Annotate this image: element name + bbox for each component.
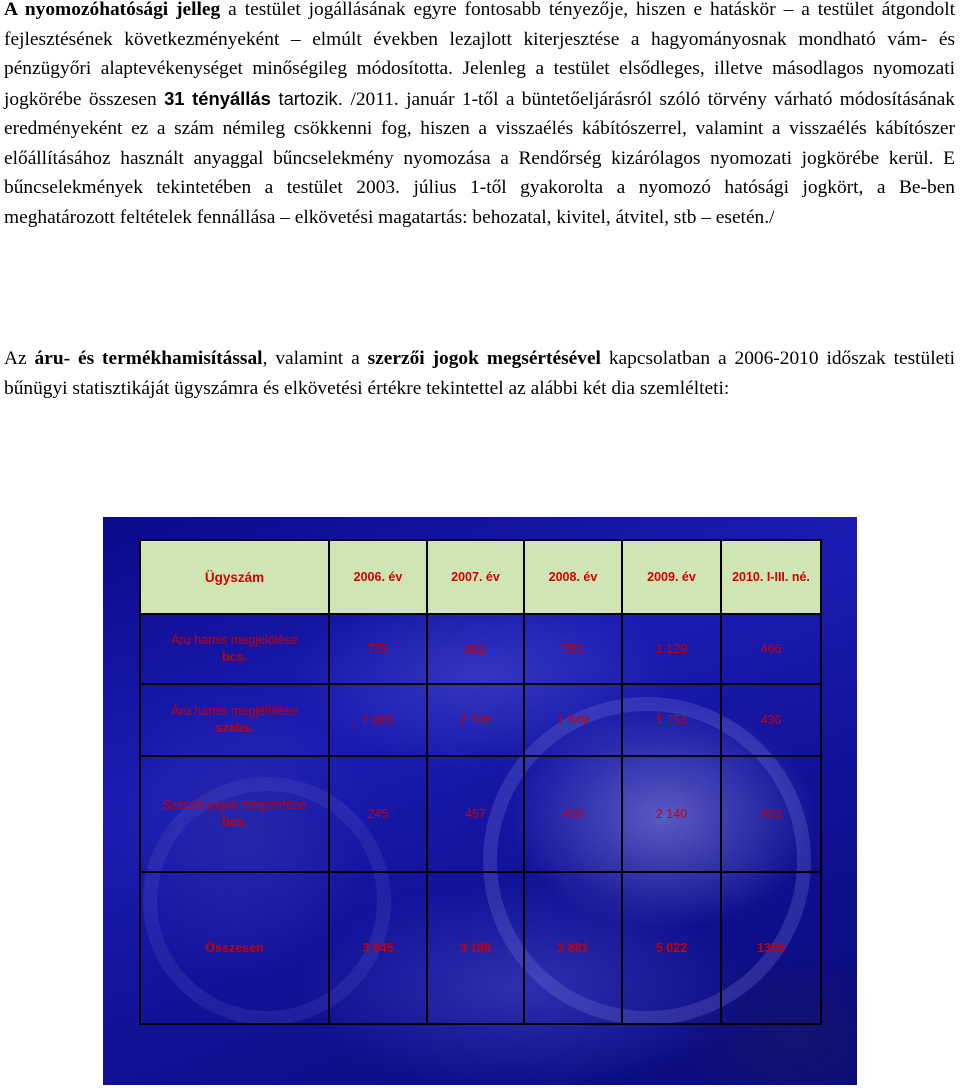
table-header-row (140, 540, 821, 614)
row-label: Szerzői jogok megsértése (162, 798, 307, 812)
intro-paragraph (4, 0, 955, 232)
table-row (140, 684, 821, 756)
row-unit: szabs. (215, 721, 254, 735)
table-total-row (140, 872, 821, 1024)
paragraph-text: Az (4, 348, 35, 369)
paragraph-text: , valamint a (262, 348, 368, 369)
value-cell: 453 (721, 756, 821, 872)
highlight-count: 31 tényállás (164, 87, 271, 109)
value-cell: 401 (427, 614, 524, 684)
table-row (140, 614, 821, 684)
row-label-cell (140, 614, 329, 684)
value-cell: 2 140 (622, 756, 721, 872)
value-cell: 582 (524, 614, 622, 684)
highlight-term: áru- és termékhamisítással (34, 348, 263, 369)
value-cell: 450 (524, 756, 622, 872)
paragraph-text: a testület jogállásának egyre fontosabb tényezője, hiszen e hatáskör – a testület átgondolt fejlesztésének következményeként – elmúlt években lezajlott kiterjesztése a hagyományosnak mondható vám- és pénzügyőri alaptevékenységet minőségileg módosította. Jelenleg a testület elsődleges, illetve másodlagos nyomozati jogkörébe összesen (4, 0, 955, 110)
value-cell: 245 (329, 756, 427, 872)
statistics-table (139, 539, 822, 1025)
statistics-slide (103, 517, 857, 1085)
stats-paragraph (4, 344, 955, 403)
value-cell: 1 849 (524, 684, 622, 756)
value-cell: 436 (721, 684, 821, 756)
row-unit: bcs. (221, 650, 247, 664)
value-cell: 1 753 (622, 684, 721, 756)
row-label-cell (140, 756, 329, 872)
paragraph-text: tartozik. (270, 87, 351, 109)
total-cell: 2 881 (524, 872, 622, 1024)
value-cell: 2 965 (329, 684, 427, 756)
paragraph-note: /2011. január 1-től a büntetőeljárásról szóló törvény várható módosításának eredményeként ez a szám némileg csökkenni fog, hiszen a visszaélés kábítószerrel, valamint a visszaélés kábítószer előállításához használt anyaggal bűncselekmény nyomozása a Rendőrség kizárólagos nyomozati jogkörébe kerül. E bűncselekmények tekintetében a testület 2003. július 1-től gyakorolta a nyomozó hatósági jogkört, a Be-ben meghatározott feltételek fennállása – elkövetési magatartás: behozatal, kivitel, átvitel, stb – esetén./ (4, 88, 956, 228)
row-label-cell (140, 684, 329, 756)
value-cell: 1 129 (622, 614, 721, 684)
header-cell: 2010. I-III. né. (721, 540, 821, 614)
row-label: Áru hamis megjelölése (171, 633, 298, 647)
value-cell: 2 328 (427, 684, 524, 756)
row-label: Áru hamis megjelölése (171, 704, 298, 718)
table-row (140, 756, 821, 872)
header-cell: 2006. év (329, 540, 427, 614)
header-cell: 2008. év (524, 540, 622, 614)
header-cell: 2009. év (622, 540, 721, 614)
header-cell: Ügyszám (140, 540, 329, 614)
lead-phrase: A nyomozóhatósági jelleg (4, 0, 221, 20)
value-cell: 735 (329, 614, 427, 684)
total-cell: 3 186 (427, 872, 524, 1024)
total-cell: 5 022 (622, 872, 721, 1024)
total-cell: 3 945 (329, 872, 427, 1024)
value-cell: 457 (427, 756, 524, 872)
header-cell: 2007. év (427, 540, 524, 614)
highlight-term: szerzői jogok megsértésével (367, 348, 601, 369)
total-cell: 1355 (721, 872, 821, 1024)
total-label: Összesen (140, 872, 329, 1024)
row-unit: bcs. (221, 815, 247, 829)
value-cell: 466 (721, 614, 821, 684)
paragraph-text: kapcsolatban a 2006-2010 időszak testületi bűnügyi statisztikáját ügyszámra és elkövetési értékre tekintettel az alábbi két dia szemlélteti: (4, 348, 955, 399)
